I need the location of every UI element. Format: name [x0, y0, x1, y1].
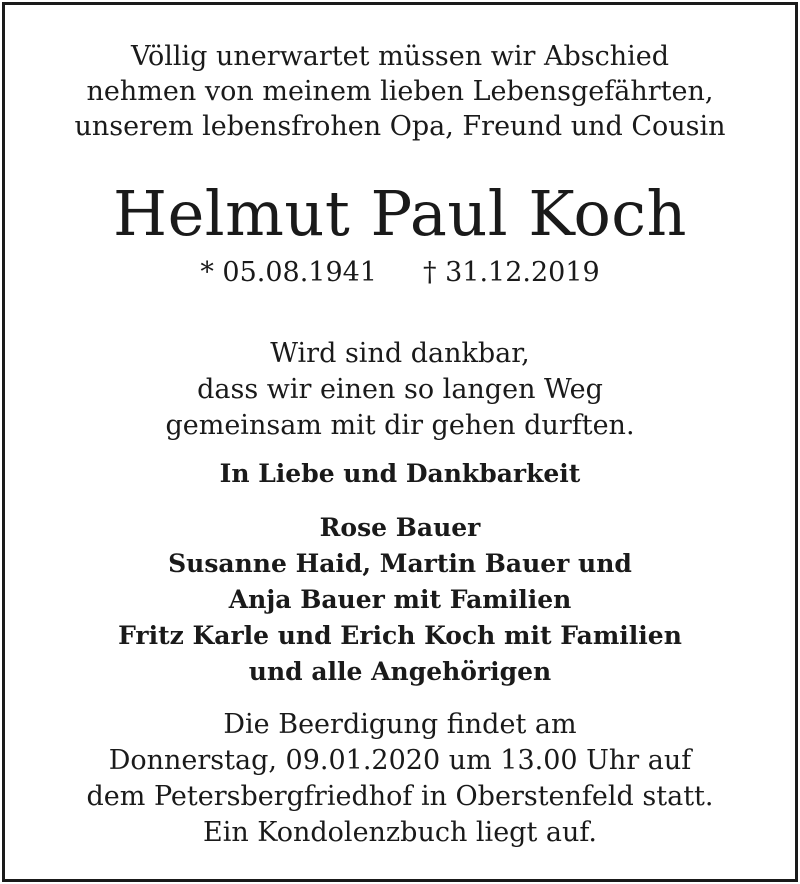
funeral-line: Ein Kondolenzbuch liegt auf. [202, 817, 597, 848]
life-dates [5, 255, 795, 291]
obituary-notice [2, 2, 798, 882]
intro-text [5, 39, 795, 144]
funeral-info [5, 707, 795, 851]
intro-line: unserem lebensfrohen Opa, Freund und Cousin [74, 111, 726, 142]
mourner-line: Susanne Haid, Martin Bauer und [168, 549, 632, 578]
funeral-line: Donnerstag, 09.01.2020 um 13.00 Uhr auf [108, 745, 692, 776]
intro-line: nehmen von meinem lieben Lebensgefährten, [86, 76, 714, 107]
mourner-line: Rose Bauer [319, 513, 481, 542]
deceased-name: Helmut Paul Koch [113, 177, 687, 250]
quote-line: dass wir einen so langen Weg [197, 374, 603, 405]
mourner-line: Fritz Karle und Erich Koch mit Familien [118, 621, 682, 650]
birth-date: * 05.08.1941 [200, 257, 377, 288]
funeral-line: dem Petersbergfriedhof in Oberstenfeld statt. [86, 781, 714, 812]
thanks-heading: In Liebe und Dankbarkeit [219, 459, 581, 488]
mourner-line: und alle Angehörigen [248, 657, 552, 686]
mourner-line: Anja Bauer mit Familien [228, 585, 572, 614]
mourners-list [5, 510, 795, 690]
quote-line: Wird sind dankbar, [270, 338, 530, 369]
funeral-line: Die Beerdigung findet am [223, 709, 577, 740]
memorial-quote [5, 336, 795, 444]
intro-line: Völlig unerwartet müssen wir Abschied [130, 41, 670, 72]
death-date: † 31.12.2019 [423, 257, 600, 288]
quote-line: gemeinsam mit dir gehen durften. [165, 410, 635, 441]
